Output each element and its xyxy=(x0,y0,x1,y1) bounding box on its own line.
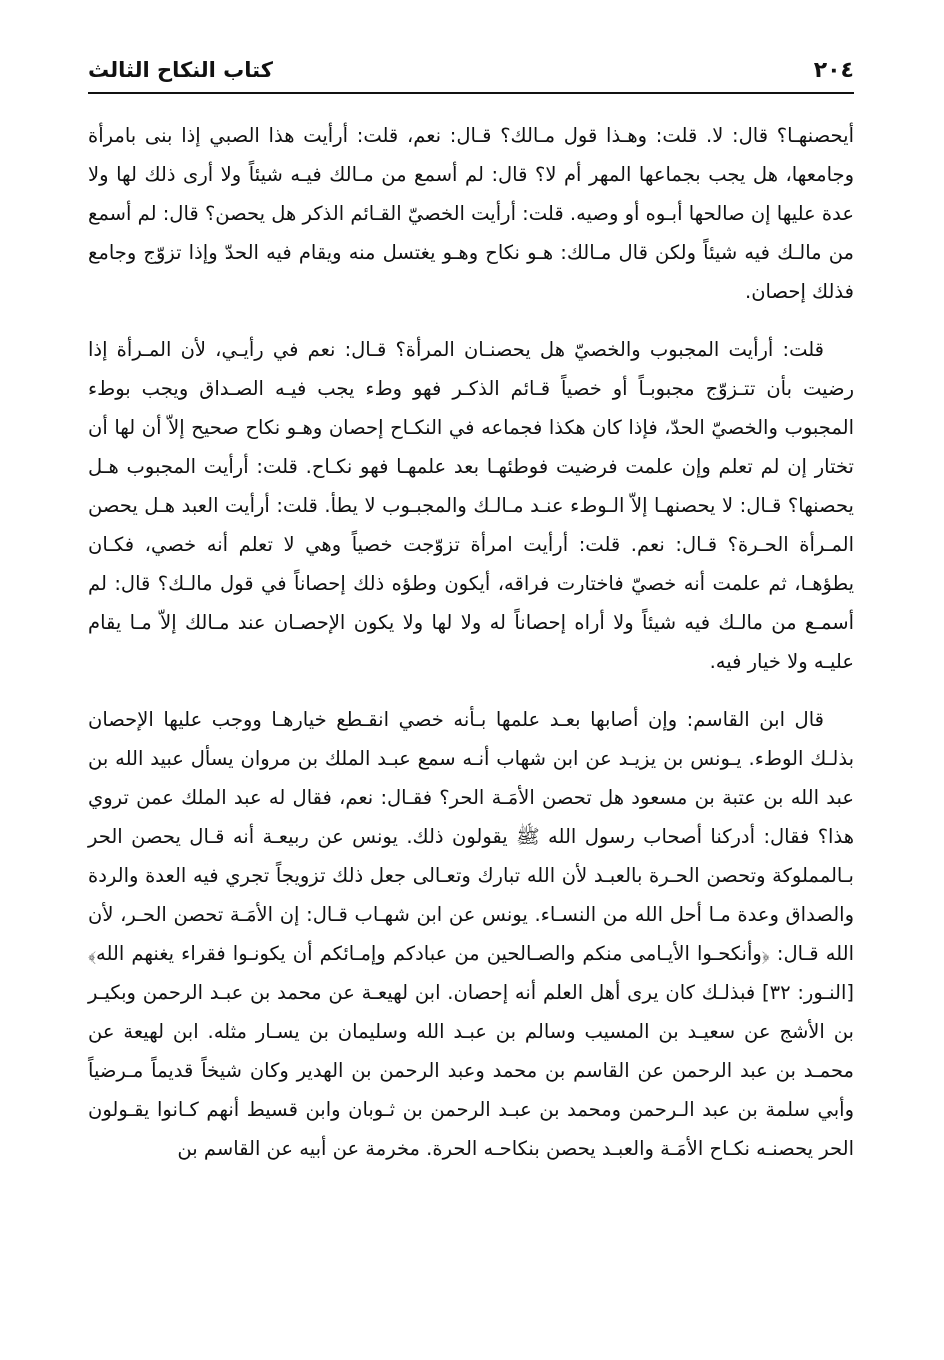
running-title: كتاب النكاح الثالث xyxy=(88,58,273,82)
page-body xyxy=(88,116,854,1168)
paragraph-1: أيحصنهـا؟ قال: لا. قلت: وهـذا قول مـالك؟ قـال: نعم، قلت: أرأيت هذا الصبي إذا بنى بامرأة وجامعها، هل يجب بجماعها المهر أم لا؟ قال: لم أسمع من مـالك فيـه شيئاً ولا أرى ذلك لها ولا عدة عليها إن صالحها أبـوه أو وصيه. قلت: أرأيت الخصيّ القـائم الذكر هل يحصن؟ قال: لم أسمع من مالـك فيه شيئاً ولكن قال مـالك: هـو نكاح وهـو يغتسل منه ويقام فيه الحدّ وإذا تزوّج وجامع فذلك إحصان. xyxy=(88,124,854,303)
page-number: ٢٠٤ xyxy=(813,58,854,83)
paragraph-2: قلت: أرأيت المجبوب والخصيّ هل يحصنـان المرأة؟ قـال: نعم في رأيـي، لأن المـرأة إذا رضيت بأن تتـزوّج مجبوبـاً أو خصياً قـائم الذكـر فهو وطء يجب فيـه الصـداق ويجب بوطء المجبوب والخصيّ الحدّ، فإذا كان هكذا فجماعه في النكـاح إحصان وهـو نكاح صحيح إلاّ أن لها أن تختار إن لم تعلم وإن علمت فرضيت فوطئهـا بعد علمهـا فهو نكـاح. قلت: أرأيت المجبوب هـل يحصنها؟ قـال: لا يحصنهـا إلاّ الـوطء عنـد مـالـك والمجبـوب لا يطأ. قلت: أرأيت العبد هـل يحصن المـرأة الحـرة؟ قـال: نعم. قلت: أرأيت امرأة تزوّجت خصياً وهي لا تعلم أنه خصي، فكـان يطؤهـا، ثم علمت أنه خصيّ فاختارت فراقه، أيكون وطؤه ذلك إحصاناً في قول مالـك؟ قال: لم أسمـع من مالـك فيه شيئاً ولا أراه إحصاناً له ولا لها ولا يكون الإحصـان عند مـالك إلاّ مـا يقام عليـه ولا خيار فيه. xyxy=(88,338,854,673)
paragraph-3: قال ابن القاسم: وإن أصابها بعـد علمها بـأنه خصي انقـطع خيارهـا ووجب عليها الإحصان بذلـك الوطء. يـونس بن يزيـد عن ابن شهاب أنـه سمع عبـد الملك بن مروان يسأل عبيد الله بن عبد الله بن عتبة بن مسعود هل تحصن الأمَـة الحر؟ فقـال: نعم، فقال له عبد الملك عمن تروي هذا؟ فقال: أدركنا أصحاب رسول الله ﷺ يقولون ذلك. يونس عن ربيعـة أنه قـال يحصن الحر بـالمملوكة وتحصن الحـرة بالعبـد لأن الله تبارك وتعـالى جعل ذلك تزويجاً تجري فيه العدة والردة والصداق وعدة مـا أحل الله من النسـاء. يونس عن ابن شهـاب قـال: إن الأمَـة تحصن الحـر، لأن الله قـال: ﴿وأنكحـوا الأيـامى منكم والصـالحين من عبادكم وإمـائكم أن يكونـوا فقراء يغنهم الله﴾ [النـور: ٣٢] فبذلـك كان يرى أهل العلم أنه إحصان. ابن لهيعـة عن محمد بن عبـد الرحمن وبكيـر بن الأشج عن سعيـد بن المسيب وسالم بن عبـد الله وسليمان بن يسـار مثله. ابن لهيعة عن محمـد بن عبد الرحمن عن القاسم بن محمد وعبد الرحمن بن الهدير وكان شيخاً قديماً مـرضياً وأبي سلمة بن عبد الـرحمن ومحمد بن عبـد الرحمن بن ثـوبان وابن قسيط أنهم كـانوا يقـولون الحر يحصنـه نكـاح الأمَـة والعبـد يحصن بنكاحـه الحرة. مخرمة عن أبيه عن القاسم بن xyxy=(88,708,854,1160)
page-header xyxy=(88,56,854,94)
